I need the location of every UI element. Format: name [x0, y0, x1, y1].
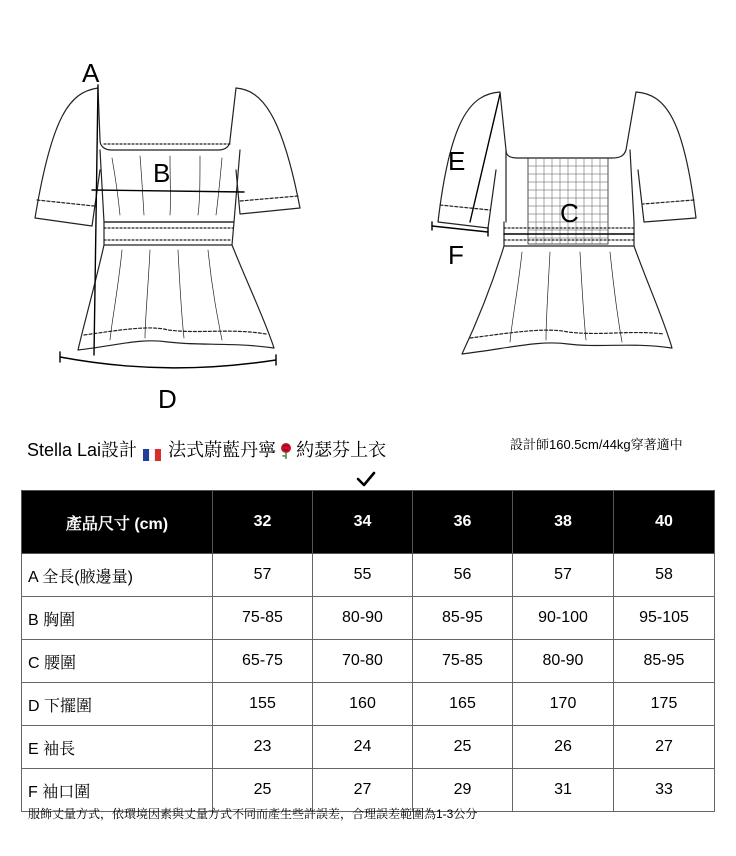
table-cell: 80-90: [313, 597, 413, 640]
label-b: B: [153, 158, 171, 188]
table-cell: 25: [413, 726, 513, 769]
size-chart-table: [21, 490, 715, 812]
row-label: B 胸圍: [22, 597, 213, 640]
product-title: [27, 436, 386, 462]
table-cell: 56: [413, 554, 513, 597]
table-header-label: 產品尺寸 (cm): [22, 491, 213, 554]
table-row: [22, 597, 715, 640]
garment-measurement-diagram: [0, 0, 736, 420]
rose-icon: [277, 442, 295, 460]
table-cell: 90-100: [513, 597, 614, 640]
row-label: C 腰圍: [22, 640, 213, 683]
table-cell: 165: [413, 683, 513, 726]
table-cell: 85-95: [413, 597, 513, 640]
front-view-sketch: [35, 85, 300, 368]
designer-fit-note: 設計師160.5cm/44kg穿著適中: [510, 437, 683, 452]
size-header-32: 32: [213, 491, 313, 554]
table-cell: 75-85: [213, 597, 313, 640]
label-e: E: [448, 146, 466, 176]
row-label: A 全長(腋邊量): [22, 554, 213, 597]
table-cell: 31: [513, 769, 614, 812]
product-title-designer: Stella Lai設計: [27, 440, 138, 460]
table-cell: 160: [313, 683, 413, 726]
measurement-footnote: 服飾丈量方式，依環境因素與丈量方式不同而產生些許誤差，合理誤差範圍為1-3公分: [28, 807, 478, 821]
table-cell: 23: [213, 726, 313, 769]
table-cell: 55: [313, 554, 413, 597]
label-f: F: [448, 240, 464, 270]
table-cell: 170: [513, 683, 614, 726]
table-cell: 27: [614, 726, 715, 769]
table-cell: 75-85: [413, 640, 513, 683]
row-label: D 下擺圍: [22, 683, 213, 726]
size-header-38: 38: [513, 491, 614, 554]
table-cell: 58: [614, 554, 715, 597]
table-cell: 80-90: [513, 640, 614, 683]
table-header-row: [22, 491, 715, 554]
row-label: E 袖長: [22, 726, 213, 769]
table-row: [22, 726, 715, 769]
france-flag-icon: [143, 445, 161, 457]
table-cell: 33: [614, 769, 715, 812]
label-d: D: [158, 384, 177, 414]
checkmark-icon: [355, 470, 377, 488]
table-row: [22, 640, 715, 683]
row-label: F 袖口圍: [22, 769, 213, 812]
size-header-36: 36: [413, 491, 513, 554]
table-cell: 95-105: [614, 597, 715, 640]
table-cell: 24: [313, 726, 413, 769]
table-cell: 70-80: [313, 640, 413, 683]
label-c: C: [560, 198, 579, 228]
table-cell: 26: [513, 726, 614, 769]
table-row: [22, 554, 715, 597]
table-cell: 57: [213, 554, 313, 597]
product-title-type: 約瑟芬上衣: [296, 440, 387, 460]
size-header-40: 40: [614, 491, 715, 554]
table-cell: 175: [614, 683, 715, 726]
product-title-name: 法式蔚藍丹寧: [168, 440, 277, 460]
label-a: A: [82, 58, 100, 88]
size-header-34: 34: [313, 491, 413, 554]
table-row: [22, 683, 715, 726]
table-cell: 65-75: [213, 640, 313, 683]
table-cell: 155: [213, 683, 313, 726]
table-cell: 57: [513, 554, 614, 597]
table-cell: 25: [213, 769, 313, 812]
table-cell: 85-95: [614, 640, 715, 683]
table-cell: 27: [313, 769, 413, 812]
table-cell: 29: [413, 769, 513, 812]
